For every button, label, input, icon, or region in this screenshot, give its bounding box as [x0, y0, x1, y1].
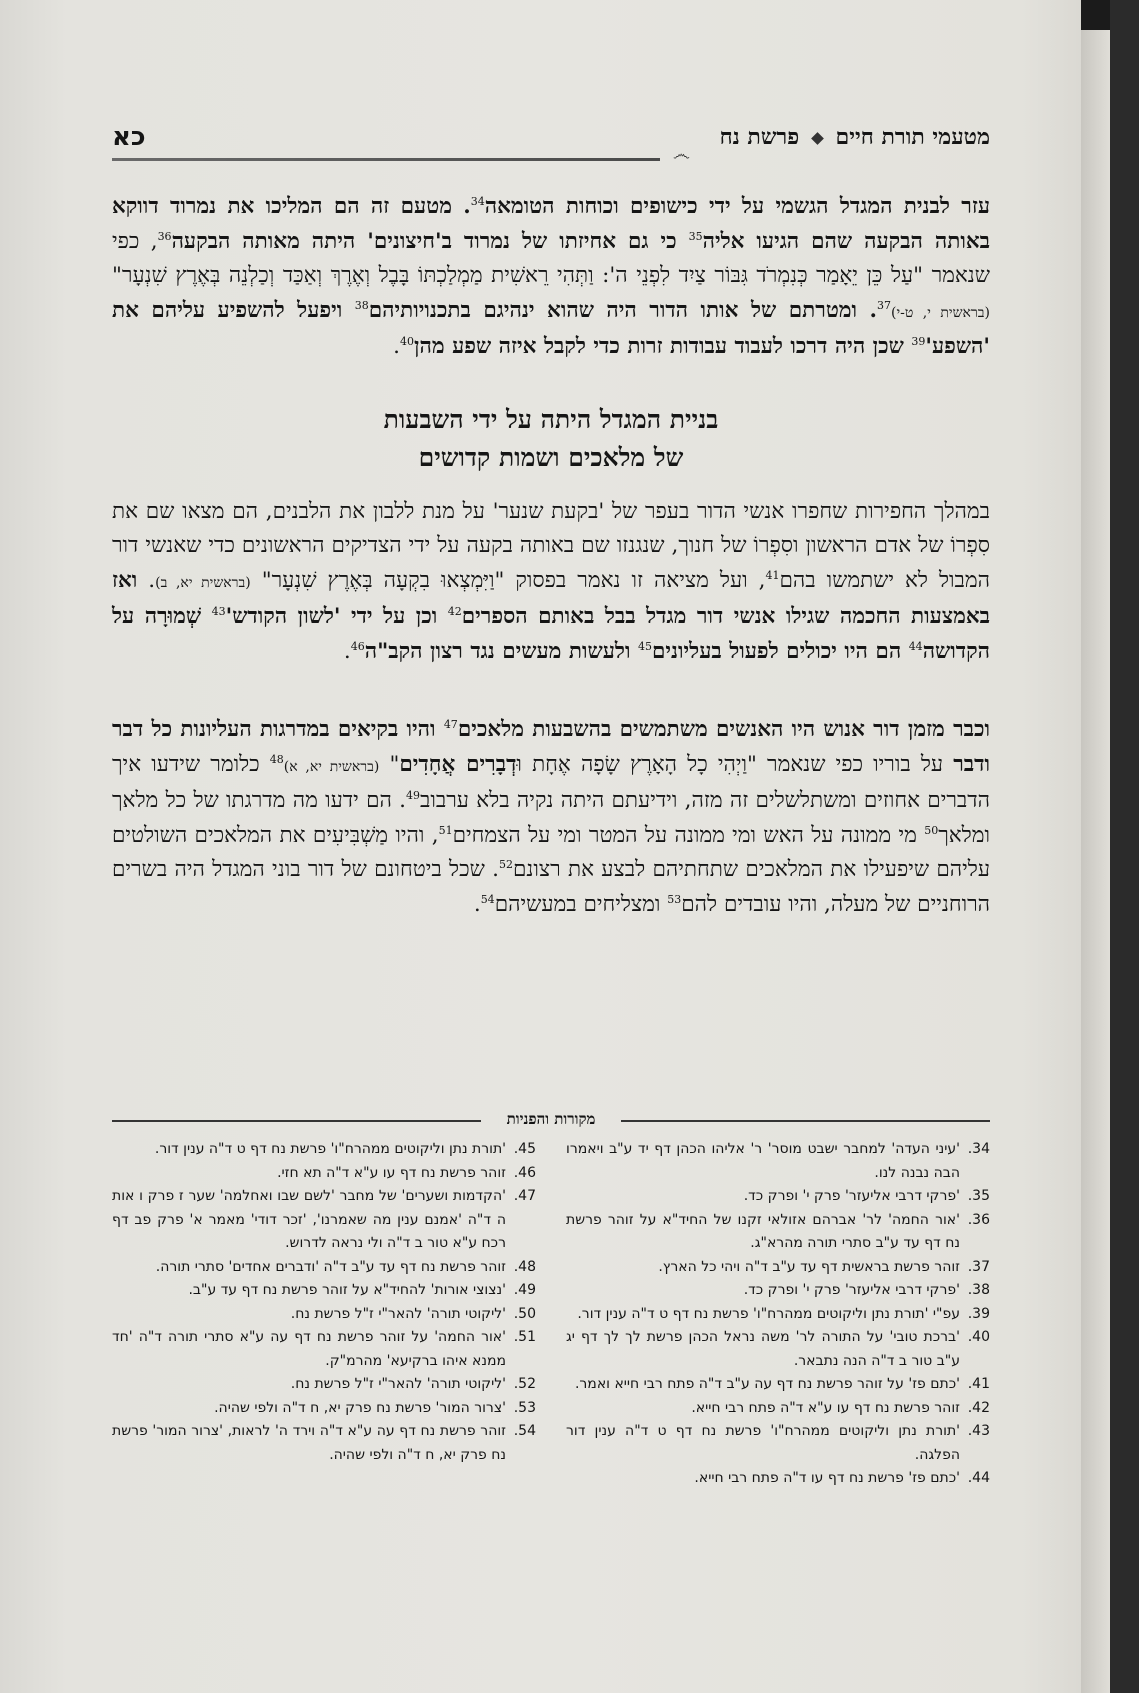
footnote-ref[interactable]: 41 — [765, 568, 780, 582]
footnote-ref[interactable]: 42 — [447, 604, 462, 618]
text: שכן היה דרכו לעבוד עבודות זרות כדי לקבל איזה שפע מהן — [414, 334, 912, 359]
section-heading — [112, 401, 990, 477]
footnote-item — [112, 1185, 536, 1256]
verse-citation: (בראשית יא, ב) — [155, 574, 251, 591]
footnote-text: 'פרקי דרבי אליעזר' פרק י' ופרק כד. — [743, 1188, 960, 1204]
footnote-number: 35. — [967, 1188, 990, 1204]
text: במהלך החפירות שחפרו אנשי הדור בעפר של 'בקעת שנער' על מנת ללבון את הלבנים, הם מצאו שם את סִפְרוֹ של אדם הראשון וסִפְרוֹ של חנוך, שנגנזו שם באותה בקעה על ידי הצדיקים הראשונים כדי שאנשי דור המבול לא ישתמשו בהם — [112, 498, 991, 593]
footnote-text: זוהר פרשת נח דף עו ע"א ד"ה פתח רבי חייא. — [691, 1399, 960, 1416]
footnote-item — [566, 1185, 990, 1209]
flourish-ornament-icon: ෴ — [672, 144, 690, 165]
footnote-item — [112, 1303, 536, 1327]
footnote-item — [112, 1420, 536, 1467]
parasha-name: פרשת נח — [719, 124, 800, 150]
footnotes-column-left — [112, 1138, 536, 1491]
text: עזר לבנית המגדל הגשמי על ידי כישופים וכוחות הטומאה — [484, 194, 990, 219]
footnote-text: 'עיני העדה' למחבר ישבט מוסר' ר' אליהו הכהן דף יד ע"ב ויאמרו הבה נבנה לנו. — [566, 1141, 960, 1181]
text: " — [379, 751, 400, 777]
footnote-item — [566, 1326, 990, 1373]
footnote-number: 48. — [513, 1258, 536, 1275]
text: . ומטרתם של אותו הדור היה שהוא ינהיגם בתכנויותיהם — [368, 297, 878, 323]
footnote-text: זוהר פרשת נח דף עו ע"א ד"ה תא חזי. — [277, 1164, 506, 1181]
text: . — [137, 567, 156, 593]
text: ולעשות מעשים נגד רצון הקב"ה — [364, 638, 638, 664]
footnotes-column-right — [566, 1138, 990, 1491]
footnote-item — [566, 1467, 990, 1491]
footnote-number: 34. — [967, 1141, 990, 1157]
footnote-text: זוהר פרשת נח דף עד ע"ב ד"ה 'ודברים אחדים' סתרי תורה. — [155, 1258, 506, 1275]
paragraph-gap — [112, 669, 990, 713]
text: ומצליחים במעשיהם — [494, 891, 668, 917]
footnote-text: 'נצוצי אורות' להחיד"א על זוהר פרשת נח דף עד ע"ב. — [188, 1282, 506, 1298]
footnote-ref[interactable]: 47 — [443, 717, 458, 731]
text: . — [473, 891, 481, 917]
footnote-number: 52. — [513, 1376, 536, 1392]
footnotes — [112, 1138, 990, 1491]
footnote-text: 'אור החמה' על זוהר פרשת נח דף עה ע"א סתרי תורה ד"ה 'חד ממנא איהו ברקיעא' מהרמ"ק. — [112, 1329, 506, 1369]
text: . שכל ביטחונם של דור בוני המגדל היה בשרים הרוחניים של מעלה, והיו עובדים להם — [112, 857, 990, 917]
footnote-item — [112, 1326, 536, 1373]
footnote-number: 44. — [967, 1470, 990, 1486]
header-rule — [112, 158, 660, 161]
divider-line — [621, 1120, 990, 1122]
book-title: מטעמי תורת חיים — [835, 124, 990, 150]
footnote-text: 'תורת נתן וליקוטים ממהרח"ו' פרשת נח דף ט ד"ה ענין דור. — [154, 1141, 506, 1157]
footnote-ref[interactable]: 43 — [211, 604, 226, 618]
heading-line-2: של מלאכים ושמות קדושים — [418, 442, 684, 472]
footnote-ref[interactable]: 37 — [877, 298, 892, 312]
footnote-item — [566, 1397, 990, 1421]
text: דְבָרִים אֲחָדִים — [399, 751, 517, 777]
paragraph-2 — [112, 495, 990, 670]
text: . — [393, 334, 401, 359]
footnote-number: 36. — [967, 1211, 990, 1228]
text: שְׁמוּרָה על הקדושה — [112, 604, 990, 664]
paragraph-1 — [112, 190, 990, 365]
footnotes-divider — [112, 1110, 990, 1134]
text: ואז באמצעות החכמה שגילו אנשי דור מגדל בבל באותם הספרים — [112, 567, 991, 629]
text: וכן על ידי 'לשון הקודש' — [225, 604, 448, 629]
text: , והיו מַשְׁבִּיעִים את המלאכים השולטים עליהם שיפעילו את המלאכים שתחתיהם לבצע את רצונם — [112, 822, 991, 882]
footnote-text: זוהר פרשת נח דף עה ע"א ד"ה וירד ה' לראות, 'צרור המור' פרשת נח פרק יא, ח ד"ה ולפי שהיה. — [112, 1423, 506, 1463]
footnote-ref[interactable]: 49 — [406, 788, 421, 802]
main-text — [112, 190, 990, 922]
footnote-text: 'פרקי דרבי אליעזר' פרק י' ופרק כד. — [743, 1282, 960, 1298]
text: והיו בקיאים במדרגות העליונות כל — [143, 717, 444, 742]
footnote-text: 'כתם פז' פרשת נח דף עו ד"ה פתח רבי חייא. — [694, 1470, 960, 1486]
footnote-number: 41. — [967, 1376, 990, 1392]
paragraph-3 — [112, 713, 990, 922]
text: וכבר מזמן דור אנוש היו האנשים משתמשים בהשבעות מלאכים — [457, 717, 990, 742]
footnote-number: 40. — [967, 1329, 990, 1345]
footnote-ref[interactable]: 52 — [498, 857, 513, 871]
page-corner-dark — [1081, 0, 1110, 30]
text: . מטעם זה הם המליכו את נמרוד דווקא באותה הבקעה שהם הגיעו אליה — [112, 194, 990, 254]
footnote-ref[interactable]: 46 — [350, 639, 365, 653]
footnote-text: 'ליקוטי תורה' להאר"י ז"ל פרשת נח. — [290, 1305, 506, 1322]
footnote-item — [566, 1256, 990, 1280]
text: על בוריו כפי שנאמר "וַיְהִי כָל הָאָרֶץ שָׂפָה אֶחָת וּ — [516, 751, 954, 777]
footnote-item — [112, 1279, 536, 1303]
heading-line-1: בניית המגדל היתה על ידי השבעות — [383, 404, 719, 434]
text: דבר ודבר — [112, 717, 990, 777]
text: , ועל מציאה זו נאמר בפסוק "וַיִּמְצְאוּ בִקְעָה בְּאֶרֶץ שִׁנְעָר" — [250, 567, 766, 593]
footnote-number: 46. — [513, 1164, 536, 1181]
footnote-number: 51. — [513, 1329, 536, 1345]
footnote-text: 'אור החמה' לר' אברהם אזולאי זקנו של החיד"א על זוהר פרשת נח דף עד ע"ב סתרי תורה מהרא"ג. — [566, 1211, 960, 1251]
footnote-number: 45. — [513, 1141, 536, 1157]
footnote-number: 50. — [513, 1305, 536, 1322]
footnote-item — [112, 1162, 536, 1186]
text: כלומר שידעו איך הדברים אחוזים ומשתלשלים זה מזה, וידיעתם היתה נקיה בלא ערבוב — [112, 751, 990, 813]
footnotes-title: מקורות והפניות — [499, 1110, 604, 1129]
footnote-number: 49. — [513, 1282, 536, 1298]
text: , כפי שנאמר "עַל כֵּן יֵאָמַר כְּנִמְרֹד גִּבּוֹר צַיִד לִפְנֵי ה': וַתְּהִי רֵאשִׁית מַמְלַכְתּוֹ בָּבֶל וְאֶרֶךְ וְאַכַּד וְכַלְנֵה בְּאֶרֶץ שִׁנְעָר" — [112, 228, 990, 288]
footnote-ref[interactable]: 53 — [667, 892, 682, 906]
footnote-text: 'כתם פז' על זוהר פרשת נח דף עה ע"ב ד"ה פתח רבי חייא ואמר. — [574, 1376, 960, 1392]
divider-line — [112, 1120, 481, 1122]
footnote-item — [566, 1373, 990, 1397]
footnote-item — [566, 1303, 990, 1327]
page-spine-shadow — [1081, 0, 1110, 1693]
footnote-item — [566, 1138, 990, 1185]
footnote-number: 47. — [513, 1188, 536, 1204]
text: מי ממונה על האש ומי ממונה על המטר ומי על הצמחים — [452, 822, 925, 848]
footnote-item — [566, 1420, 990, 1467]
footnote-number: 54. — [513, 1423, 536, 1439]
footnote-item — [566, 1279, 990, 1303]
footnote-ref[interactable]: 35 — [688, 229, 703, 243]
footnote-text: 'הקדמות ושערים' של מחבר 'לשם שבו ואחלמה' שער ז פרק ו אות ה ד"ה 'אמנם ענין מה שאמרנו', 'זכר דודי' מאמר א' פרק פב דף רכח ע"א טור ב ד"ה ולי נראה לדרוש. — [112, 1188, 506, 1251]
footnote-number: 39. — [967, 1305, 990, 1322]
footnote-ref[interactable]: 50 — [924, 823, 939, 837]
footnote-ref[interactable]: 54 — [480, 892, 495, 906]
footnote-item — [566, 1209, 990, 1256]
footnote-ref[interactable]: 44 — [908, 639, 923, 653]
text: . הם ידעו מה מדרגתו של כל מלאך ומלאך — [112, 788, 990, 848]
footnote-number: 42. — [967, 1399, 990, 1416]
footnote-number: 53. — [513, 1399, 536, 1416]
footnote-ref[interactable]: 40 — [400, 334, 415, 348]
text: כי גם אחיזתו של נמרוד ב'חיצונים' היתה מאותה הבקעה — [171, 228, 689, 254]
footnote-ref[interactable]: 39 — [911, 334, 926, 348]
footnote-ref[interactable]: 36 — [157, 229, 172, 243]
footnote-ref[interactable]: 34 — [470, 194, 485, 208]
footnote-item — [112, 1373, 536, 1397]
text: . — [343, 638, 351, 664]
footnote-ref[interactable]: 48 — [269, 752, 284, 766]
footnote-item — [112, 1138, 536, 1162]
footnote-text: 'תורת נתן וליקוטים ממהרח"ו' פרשת נח דף ט ד"ה ענין דור הפלגה. — [566, 1423, 960, 1463]
footnote-text: זוהר פרשת בראשית דף עד ע"ב ד"ה ויהי כל הארץ. — [658, 1258, 960, 1275]
footnote-text: עפ"י 'תורת נתן וליקוטים ממהרח"ו' פרשת נח דף ט ד"ה ענין דור. — [577, 1305, 960, 1322]
footnote-number: 37. — [967, 1258, 990, 1275]
footnote-text: 'צרור המור' פרשת נח פרק יא, ח ד"ה ולפי שהיה. — [214, 1399, 506, 1416]
verse-citation: (בראשית יא, א) — [283, 758, 380, 775]
text: ויפעל להשפיע עליהם את 'השפע' — [112, 297, 990, 359]
running-head — [720, 124, 990, 150]
verse-citation: (בראשית י, ט-י) — [891, 304, 990, 321]
footnote-text: 'ברכת טובי' על התורה לר' משה נראל הכהן פרשת לך לך דף יג ע"ב טור ב ד"ה הנה נתבאר. — [566, 1329, 960, 1369]
footnote-ref[interactable]: 51 — [438, 823, 453, 837]
page-number: כא — [112, 122, 146, 152]
diamond-separator-icon — [811, 132, 824, 145]
footnote-item — [112, 1397, 536, 1421]
text: הם היו יכולים לפעול בעליונים — [651, 638, 909, 664]
footnote-item — [112, 1256, 536, 1280]
footnote-number: 38. — [967, 1282, 990, 1298]
footnote-ref[interactable]: 38 — [354, 298, 369, 312]
running-header — [112, 122, 990, 165]
footnote-number: 43. — [967, 1423, 990, 1439]
footnote-ref[interactable]: 45 — [637, 639, 652, 653]
footnote-text: 'ליקוטי תורה' להאר"י ז"ל פרשת נח. — [290, 1376, 506, 1392]
